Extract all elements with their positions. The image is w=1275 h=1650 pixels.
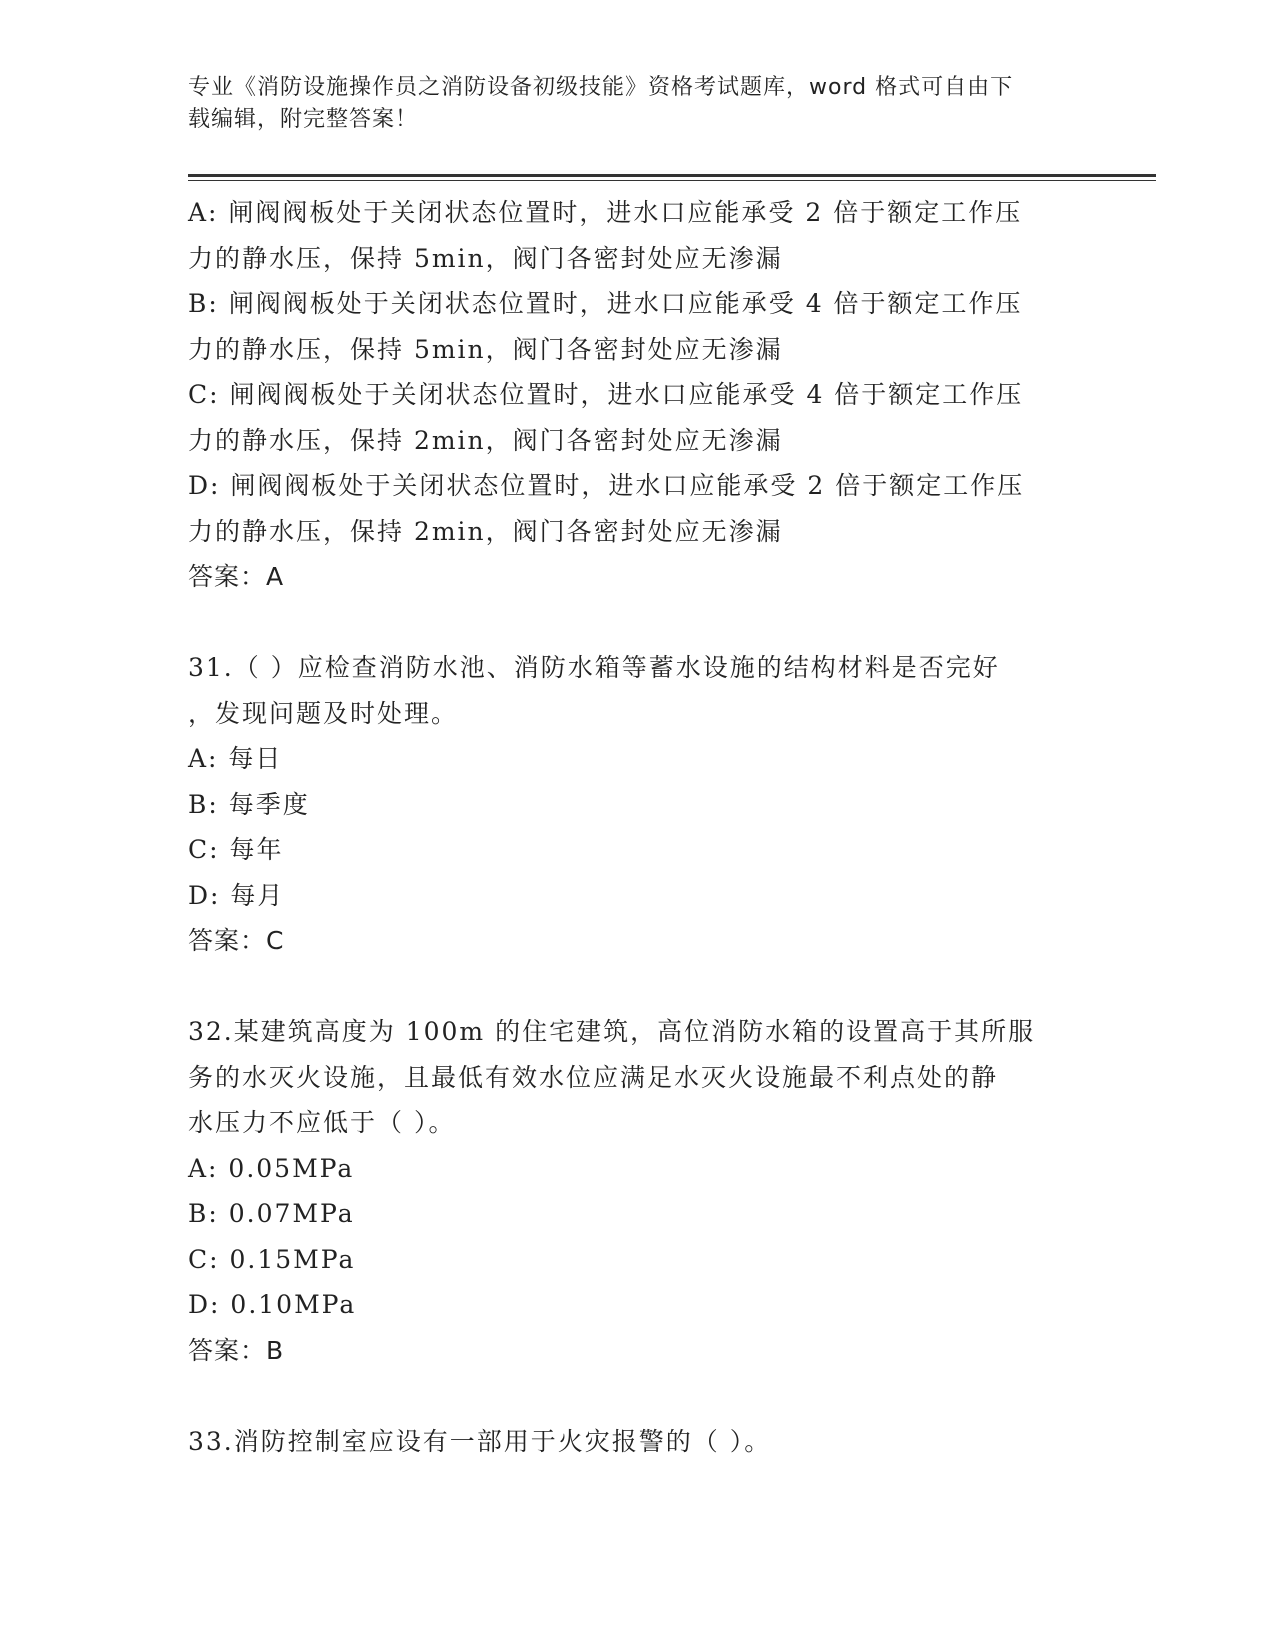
option-c: C: 0.15MPa — [188, 1244, 356, 1274]
question-30 — [188, 190, 1108, 600]
header-divider-thick — [188, 174, 1156, 177]
option-text: B: 闸阀阀板处于关闭状态位置时，进水口应能承受 4 倍于额定工作压 — [188, 289, 1023, 318]
option-text: 力的静水压，保持 5min，阀门各密封处应无渗漏 — [188, 243, 783, 273]
answer-label: 答案：B — [188, 1335, 285, 1365]
option-text: 力的静水压，保持 5min，阀门各密封处应无渗漏 — [188, 334, 783, 364]
question-stem: 水压力不应低于（ ）。 — [188, 1108, 456, 1137]
question-32 — [188, 1009, 1108, 1374]
option-text: 力的静水压，保持 2min，阀门各密封处应无渗漏 — [188, 516, 783, 546]
question-stem: 33.消防控制室应设有一部用于火灾报警的（ ）。 — [188, 1426, 772, 1456]
header-divider-thin — [188, 180, 1156, 181]
header-line-1: 专业《消防设施操作员之消防设备初级技能》资格考试题库，word 格式可自由下 — [188, 75, 1014, 100]
option-b: B: 0.07MPa — [188, 1199, 355, 1228]
option-b: B: 每季度 — [188, 789, 310, 819]
option-a — [188, 190, 1108, 281]
question-stem: 32.某建筑高度为 100m 的住宅建筑，高位消防水箱的设置高于其所服 — [188, 1017, 1036, 1046]
option-text: C: 闸阀阀板处于关闭状态位置时，进水口应能承受 4 倍于额定工作压 — [188, 380, 1024, 409]
option-d: D: 每月 — [188, 880, 285, 910]
option-text: A: 闸阀阀板处于关闭状态位置时，进水口应能承受 2 倍于额定工作压 — [188, 198, 1023, 227]
option-text: 力的静水压，保持 2min，阀门各密封处应无渗漏 — [188, 425, 783, 455]
option-d: D: 0.10MPa — [188, 1290, 357, 1319]
option-c: C: 每年 — [188, 835, 284, 864]
question-stem: 务的水灭火设施，且最低有效水位应满足水灭火设施最不利点处的静 — [188, 1062, 999, 1092]
answer-label: 答案：A — [188, 562, 285, 591]
option-a: A: 每日 — [188, 744, 283, 773]
question-stem: 31.（ ）应检查消防水池、消防水箱等蓄水设施的结构材料是否完好 — [188, 653, 1000, 682]
option-a: A: 0.05MPa — [188, 1153, 355, 1183]
header-line-2: 载编辑，附完整答案！ — [188, 107, 419, 132]
option-text: D: 闸阀阀板处于关闭状态位置时，进水口应能承受 2 倍于额定工作压 — [188, 471, 1025, 500]
question-spacer — [188, 964, 1108, 1009]
document-header — [188, 72, 1088, 136]
question-31 — [188, 645, 1108, 964]
question-spacer — [188, 1374, 1108, 1419]
option-b — [188, 281, 1108, 372]
question-spacer — [188, 600, 1108, 645]
answer-label: 答案：C — [188, 926, 285, 955]
question-33 — [188, 1419, 1108, 1465]
option-d — [188, 463, 1108, 554]
question-list — [188, 190, 1108, 1464]
question-stem: ，发现问题及时处理。 — [188, 698, 459, 728]
option-c — [188, 372, 1108, 463]
